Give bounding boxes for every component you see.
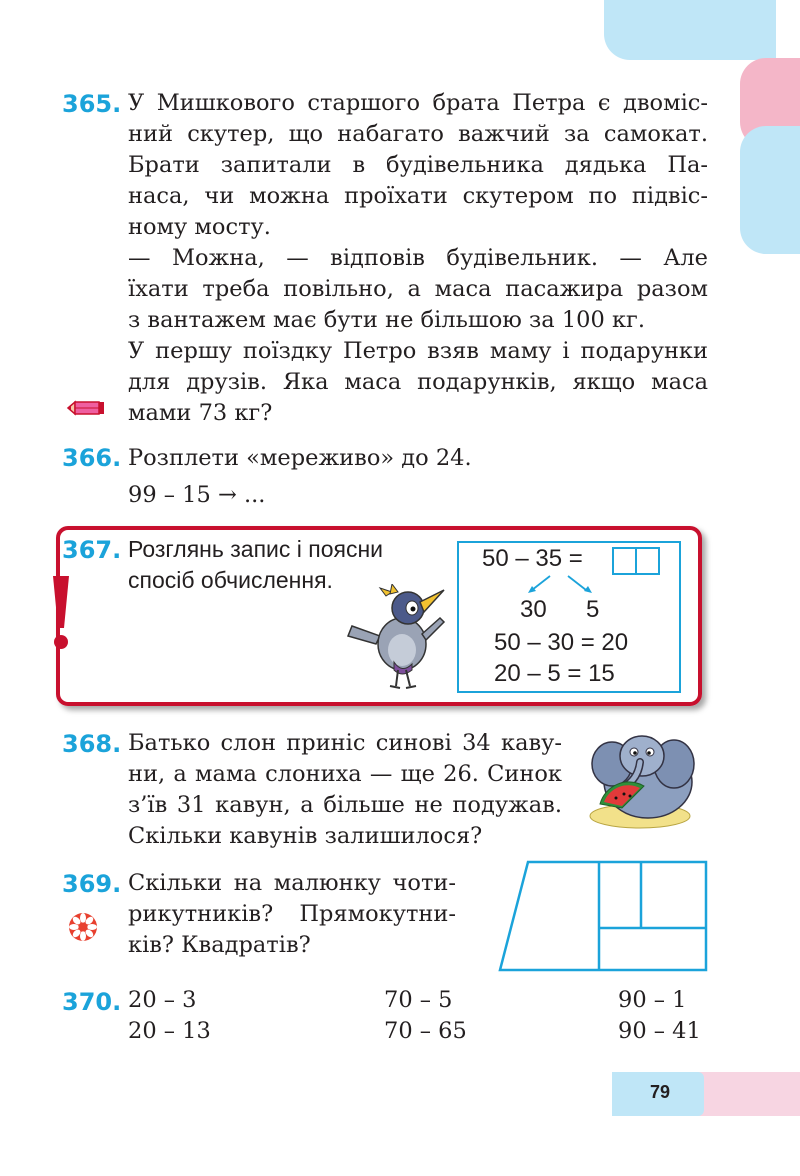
- task-365-line: ний скутер, що набагато важчий за самокат.: [128, 121, 708, 147]
- task-368-line: ни, а мама слониха — ще 26. Синок: [128, 761, 562, 787]
- split-arrows: [522, 572, 598, 596]
- calc-part-1: 30: [520, 596, 547, 623]
- task-368-text: [128, 728, 562, 852]
- calc-line-2: 50 – 30 = 20: [494, 629, 629, 656]
- task-369-line: Скільки на малюнку чоти-: [128, 870, 456, 896]
- expression: 90 – 41: [618, 1018, 701, 1044]
- task-365-line: для друзів. Яка маса подарунків, якщо маса: [128, 369, 708, 395]
- task-366-text: Розплети «мереживо» до 24.: [128, 445, 472, 471]
- task-365-line: ному мосту.: [128, 214, 271, 240]
- calc-line-1: 50 – 35 =: [482, 545, 583, 572]
- margin-tab-blue: [740, 126, 800, 254]
- expression: 70 – 5: [384, 987, 453, 1013]
- task-365-line: У першу поїздку Петро взяв маму і подарунки: [128, 338, 708, 364]
- task-367-line: Розглянь запис і поясни: [128, 536, 384, 562]
- flower-icon: [68, 912, 98, 942]
- task-365-number: 365.: [62, 90, 122, 118]
- calc-part-2: 5: [586, 596, 600, 623]
- task-365-line: наса, чи можна проїхати скутером по підвіс-: [128, 183, 708, 209]
- calc-line-3: 20 – 5 = 15: [494, 660, 615, 687]
- pencil-icon: [66, 400, 106, 416]
- task-365-line: їхати треба повільно, а маса пасажира разом: [128, 276, 708, 302]
- task-368-line: Батько слон приніс синові 34 каву-: [128, 730, 562, 756]
- expression: 70 – 65: [384, 1018, 467, 1044]
- task-370-column: [384, 985, 467, 1047]
- expression: 20 – 3: [128, 987, 197, 1013]
- expression: 20 – 13: [128, 1018, 211, 1044]
- task-365-line: — Можна, — відповів будівельник. — Але: [128, 245, 708, 271]
- elephant-illustration: [582, 730, 700, 830]
- task-370-number: 370.: [62, 988, 122, 1016]
- task-369-line: ків? Квадратів?: [128, 932, 311, 958]
- margin-tab-blue-top: [604, 0, 776, 60]
- page-number: 79: [649, 1082, 671, 1102]
- task-368-number: 368.: [62, 730, 122, 758]
- task-365-line: мами 73 кг?: [128, 400, 273, 426]
- task-365-line: з вантажем має бути не більшою за 100 кг.: [128, 307, 645, 333]
- bird-illustration: [342, 584, 454, 694]
- task-366-number: 366.: [62, 444, 122, 472]
- task-369-text: [128, 868, 456, 961]
- quadrilateral-figure: [498, 860, 708, 972]
- answer-cells: [612, 547, 660, 575]
- task-369-number: 369.: [62, 870, 122, 898]
- task-367-line: спосіб обчислення.: [128, 567, 333, 593]
- task-370-column: [618, 985, 701, 1047]
- task-365-text: [128, 88, 708, 429]
- task-367-number: 367.: [62, 536, 122, 564]
- task-369-line: рикутників? Прямокутни-: [128, 901, 456, 927]
- task-368-line: Скільки кавунів залишилося?: [128, 823, 483, 849]
- exclamation-icon: [50, 574, 72, 652]
- task-370-column: [128, 985, 211, 1047]
- task-365-line: Брати запитали в будівельника дядька Па-: [128, 152, 708, 178]
- task-368-line: з’їв 31 кавун, а більше не подужав.: [128, 792, 562, 818]
- task-366-expression: 99 – 15 → ...: [128, 482, 266, 508]
- expression: 90 – 1: [618, 987, 687, 1013]
- task-365-line: У Мишкового старшого брата Петра є двоміс-: [128, 90, 708, 116]
